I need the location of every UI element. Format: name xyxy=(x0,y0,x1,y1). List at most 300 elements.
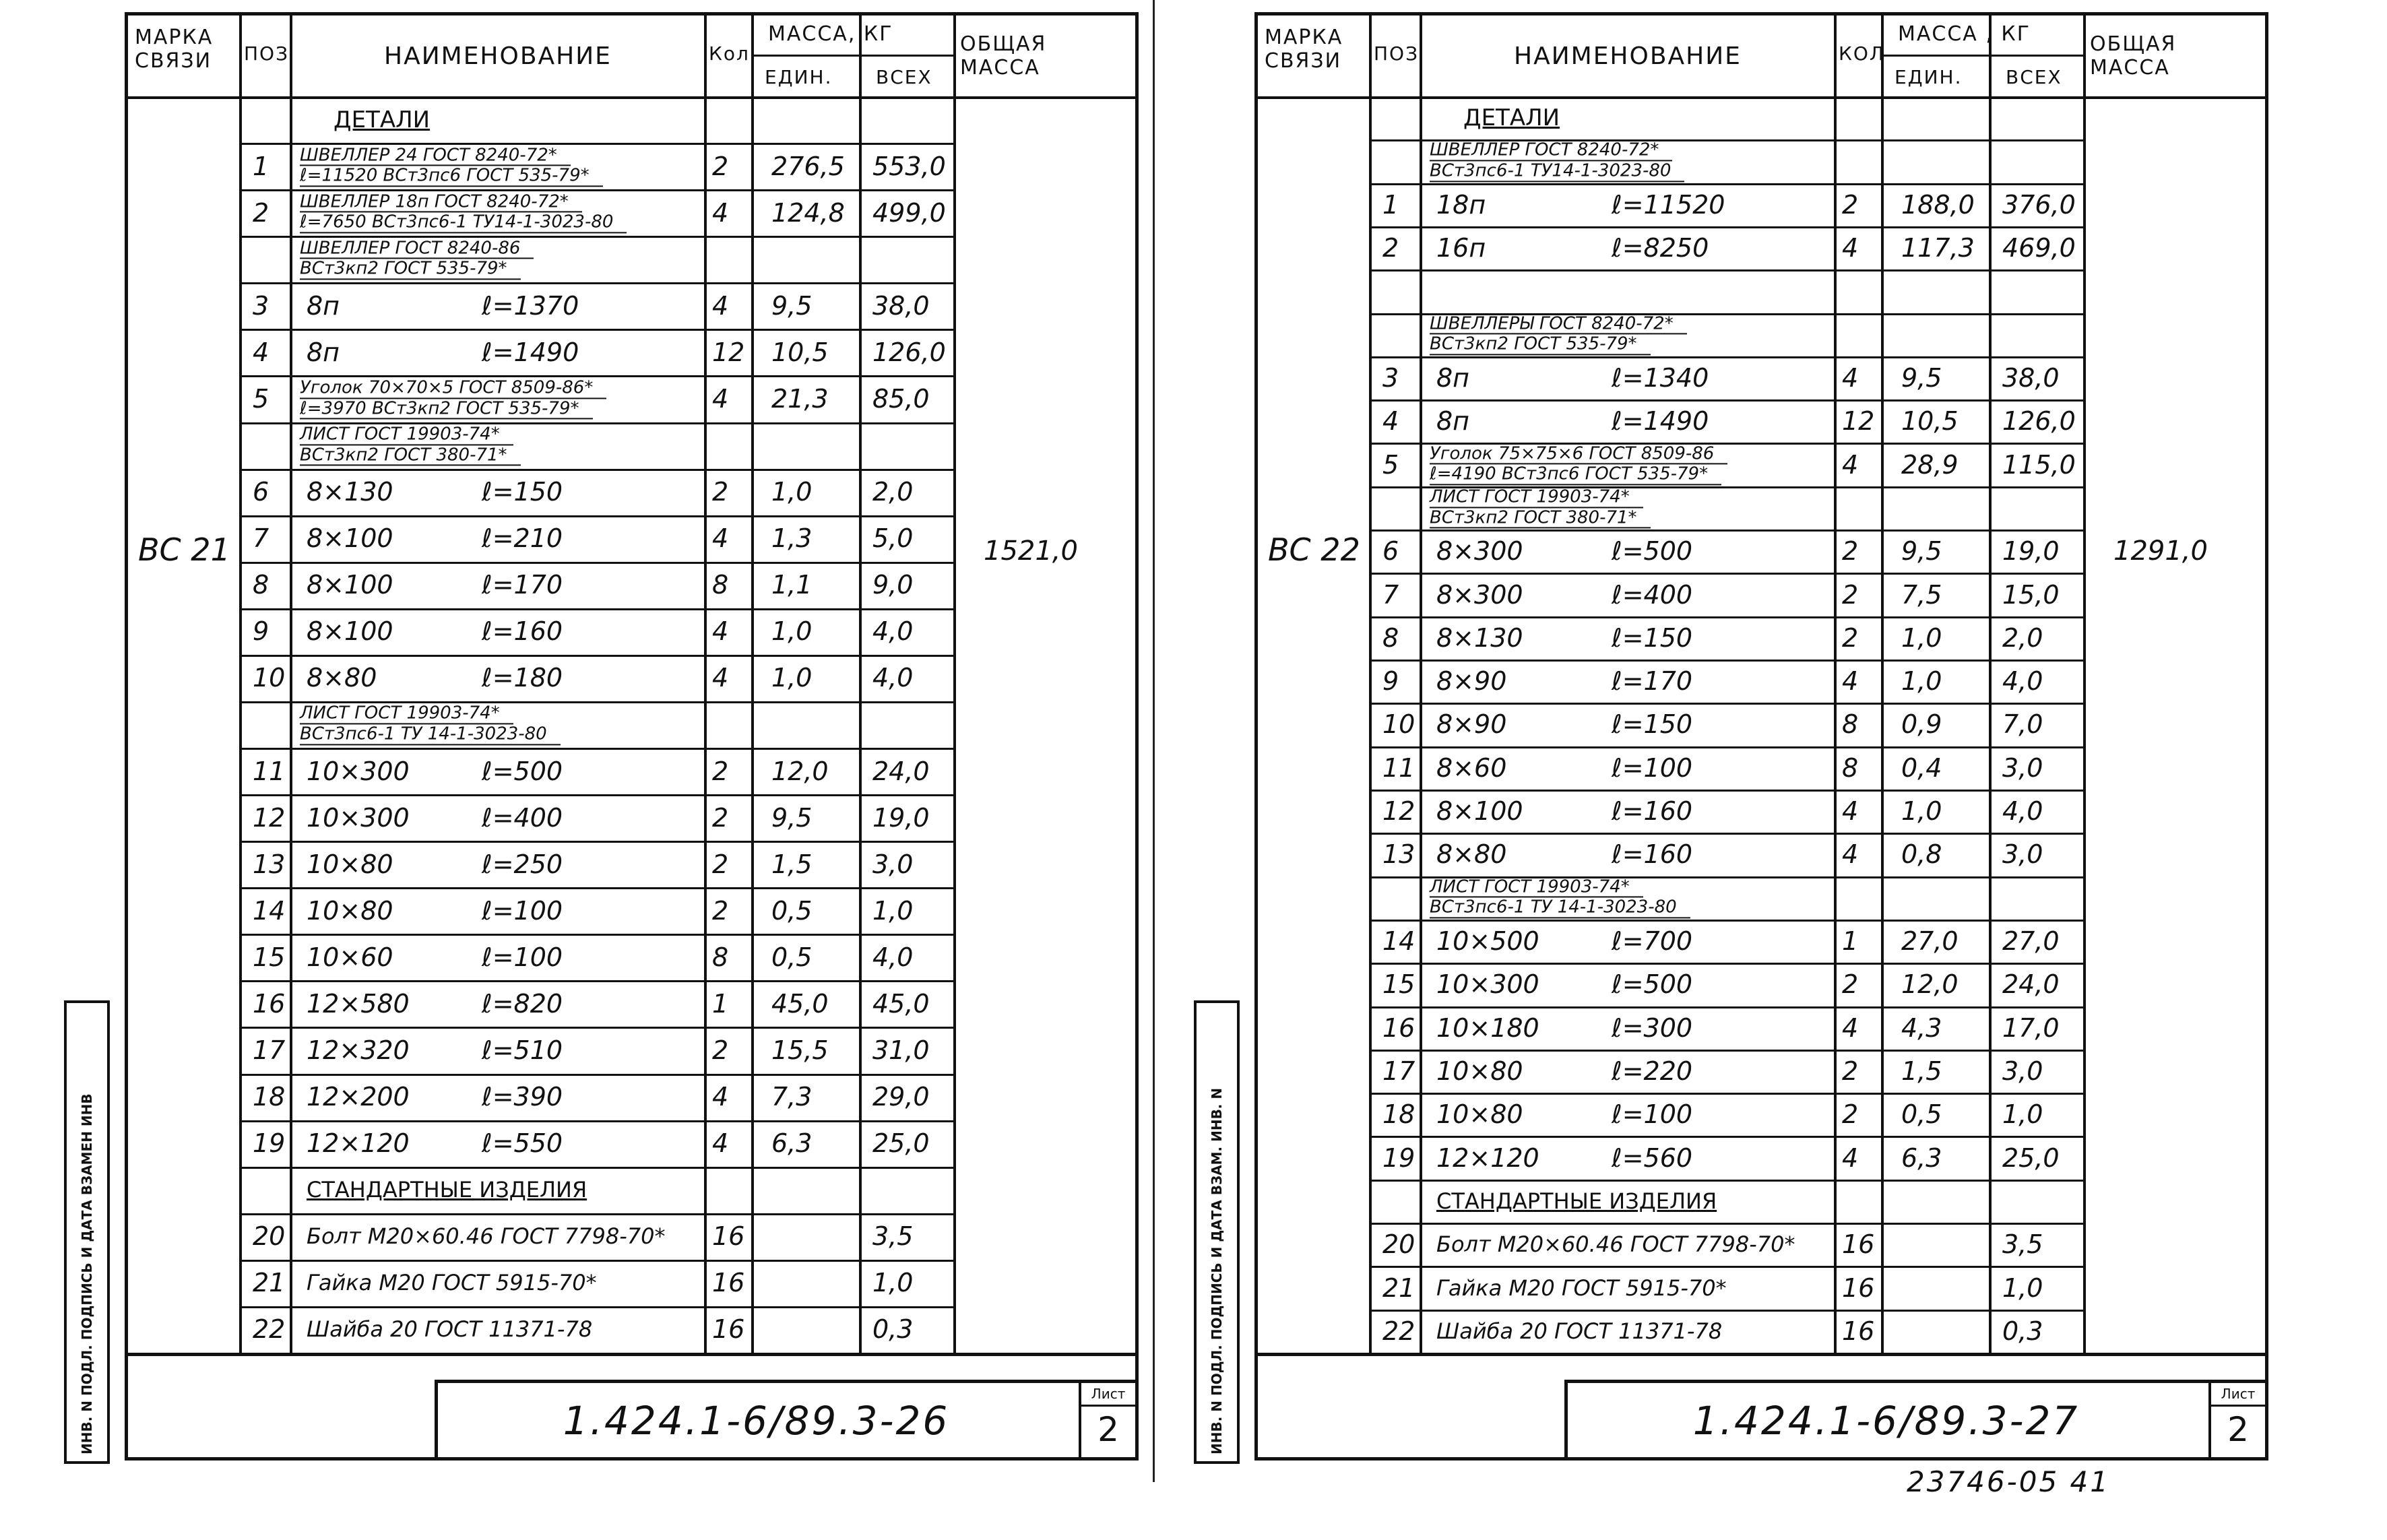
row-pos: 9 xyxy=(1382,666,1399,697)
row-name: 10×60 xyxy=(307,942,393,972)
row-all-mass: 4,0 xyxy=(872,616,914,647)
row-all-mass: 27,0 xyxy=(2002,926,2060,957)
row-qty: 2 xyxy=(1842,622,1859,653)
mark-column xyxy=(128,99,239,1353)
sheet-cell xyxy=(2208,1383,2265,1457)
row-name: 8×130 xyxy=(1436,622,1523,653)
row-qty: 16 xyxy=(712,1268,745,1298)
row-qty: 2 xyxy=(712,895,729,926)
row-all-mass: 115,0 xyxy=(2002,449,2076,480)
header-total: ОБЩАЯ МАССА xyxy=(960,32,1047,79)
row-qty: 4 xyxy=(1842,449,1859,480)
row-unit-mass: 188,0 xyxy=(1901,189,1975,220)
row-pos: 2 xyxy=(253,197,269,228)
row-name: 8×100 xyxy=(307,570,393,600)
row-name: 8×80 xyxy=(1436,839,1507,870)
row-name: 10×180 xyxy=(1436,1013,1539,1043)
row-length: ℓ=170 xyxy=(482,570,563,600)
row-qty: 2 xyxy=(1842,536,1859,567)
row-spec xyxy=(300,192,627,233)
row-pos: 7 xyxy=(1382,579,1399,610)
mass-subheader-line xyxy=(751,55,859,57)
row-pos: 17 xyxy=(253,1035,286,1065)
row-all-mass: 19,0 xyxy=(2002,536,2060,567)
row-name: 8×100 xyxy=(307,616,393,647)
row-name: 8×300 xyxy=(1436,579,1523,610)
row-pos: 15 xyxy=(253,942,286,972)
row-pos: 9 xyxy=(253,616,269,647)
left-sheet xyxy=(125,12,1139,1461)
row-name: 12×120 xyxy=(307,1128,410,1159)
row-qty: 2 xyxy=(1842,189,1859,220)
total-column xyxy=(956,99,1135,1353)
row-all-mass: 376,0 xyxy=(2002,189,2076,220)
row-name: 10×80 xyxy=(307,849,393,879)
row-unit-mass: 0,5 xyxy=(771,942,813,972)
header-mark: МАРКА СВЯЗИ xyxy=(1265,26,1343,73)
spec-table xyxy=(128,15,1135,1353)
row-total-mass: 1291,0 xyxy=(2113,536,2208,567)
total-column xyxy=(2086,99,2265,1353)
mark-column xyxy=(1258,99,1369,1353)
header-pos: ПОЗ xyxy=(1374,42,1420,65)
row-qty: 2 xyxy=(712,477,729,507)
header-unit: ЕДИН. xyxy=(765,66,833,88)
title-block xyxy=(435,1380,1135,1457)
row-length: ℓ=100 xyxy=(482,895,563,926)
row-all-mass: 3,0 xyxy=(872,849,914,879)
row-name: Шайба 20 ГОСТ 11371-78 xyxy=(307,1316,593,1343)
row-all-mass: 0,3 xyxy=(2002,1316,2043,1346)
row-name: 10×80 xyxy=(307,895,393,926)
row-length: ℓ=1370 xyxy=(482,290,579,321)
row-unit-mass: 117,3 xyxy=(1901,233,1975,263)
row-qty: 2 xyxy=(712,1035,729,1065)
row-qty: 2 xyxy=(1842,969,1859,1000)
row-name: 10×80 xyxy=(1436,1099,1523,1130)
row-qty: 16 xyxy=(1842,1229,1875,1260)
row-name: 10×500 xyxy=(1436,926,1539,957)
row-spec-line: ШВЕЛЛЕР ГОСТ 8240-86 xyxy=(300,238,534,259)
row-pos: 8 xyxy=(1382,622,1399,653)
row-length: ℓ=550 xyxy=(482,1128,563,1159)
row-qty: 16 xyxy=(1842,1316,1875,1346)
row-spec-line: ℓ=7650 ВСт3пс6-1 ТУ14-1-3023-80 xyxy=(300,213,627,234)
row-length: ℓ=100 xyxy=(1612,1099,1693,1130)
row-length: ℓ=150 xyxy=(1612,709,1693,740)
row-pos: 22 xyxy=(1382,1316,1415,1346)
row-name: 8×60 xyxy=(1436,752,1507,783)
row-qty: 8 xyxy=(1842,752,1859,783)
row-length: ℓ=160 xyxy=(482,616,563,647)
row-unit-mass: 1,1 xyxy=(771,570,813,600)
row-pos: 15 xyxy=(1382,969,1415,1000)
row-length: ℓ=150 xyxy=(1612,622,1693,653)
row-unit-mass: 124,8 xyxy=(771,197,845,228)
row-qty: 4 xyxy=(1842,839,1859,870)
row-unit-mass: 1,3 xyxy=(771,523,813,554)
row-all-mass: 3,5 xyxy=(2002,1229,2043,1260)
row-qty: 4 xyxy=(712,290,729,321)
row-unit-mass: 9,5 xyxy=(771,290,813,321)
row-pos: 12 xyxy=(253,802,286,833)
header-all: ВСЕХ xyxy=(2006,66,2062,88)
row-all-mass: 4,0 xyxy=(872,942,914,972)
row-qty: 2 xyxy=(712,849,729,879)
row-pos: 4 xyxy=(253,337,269,367)
left-side-stamp-text: ИНВ. N ПОДЛ. ПОДПИСЬ И ДАТА ВЗАМЕН ИНВ xyxy=(79,1093,95,1454)
row-qty: 4 xyxy=(1842,363,1859,393)
row-spec xyxy=(1430,444,1727,485)
row-qty: 2 xyxy=(1842,579,1859,610)
row-spec-line: ℓ=3970 ВСт3кп2 ГОСТ 535-79* xyxy=(300,399,593,420)
row-pos: 5 xyxy=(1382,449,1399,480)
row-mark: ВС 21 xyxy=(138,532,230,568)
page-divider xyxy=(1153,0,1155,1482)
row-name: 12×580 xyxy=(307,988,410,1019)
row-name: 10×80 xyxy=(1436,1056,1523,1086)
row-all-mass: 38,0 xyxy=(2002,363,2060,393)
row-spec xyxy=(300,378,606,419)
row-name: Болт М20×60.46 ГОСТ 7798-70* xyxy=(1436,1231,1795,1258)
row-name: 8×90 xyxy=(1436,709,1507,740)
row-spec xyxy=(1430,141,1684,182)
row-spec-line: ВСт3пс6-1 ТУ14-1-3023-80 xyxy=(1430,161,1684,182)
row-name: Гайка М20 ГОСТ 5915-70* xyxy=(1436,1275,1727,1301)
row-pos: 3 xyxy=(253,290,269,321)
row-all-mass: 0,3 xyxy=(872,1314,914,1345)
row-spec-line: ШВЕЛЛЕР 18п ГОСТ 8240-72* xyxy=(300,192,582,213)
row-name: 8×100 xyxy=(1436,796,1523,827)
row-spec-line: ℓ=4190 ВСт3пс6 ГОСТ 535-79* xyxy=(1430,465,1721,486)
header-qty: КОЛ xyxy=(1839,42,1885,65)
row-all-mass: 3,0 xyxy=(2002,839,2043,870)
mass-subheader-line xyxy=(1989,55,2083,57)
row-pos: 20 xyxy=(253,1221,286,1252)
header-name: НАИМЕНОВАНИЕ xyxy=(1514,42,1742,70)
row-pos: 2 xyxy=(1382,233,1399,263)
row-unit-mass: 27,0 xyxy=(1901,926,1959,957)
mass-subheader-line xyxy=(1881,55,1989,57)
row-all-mass: 2,0 xyxy=(2002,622,2043,653)
row-pos: 13 xyxy=(253,849,286,879)
row-pos: 11 xyxy=(1382,752,1415,783)
row-length: ℓ=700 xyxy=(1612,926,1693,957)
row-length: ℓ=170 xyxy=(1612,666,1693,697)
row-name: Болт М20×60.46 ГОСТ 7798-70* xyxy=(307,1223,666,1250)
row-unit-mass: 9,5 xyxy=(1901,363,1942,393)
row-spec-line: Уголок 75×75×6 ГОСТ 8509-86 xyxy=(1430,444,1727,465)
header-mass: МАССА , КГ xyxy=(1898,22,2031,46)
row-spec-line: ЛИСТ ГОСТ 19903-74* xyxy=(1430,877,1643,898)
row-unit-mass: 9,5 xyxy=(1901,536,1942,567)
row-all-mass: 24,0 xyxy=(2002,969,2060,1000)
row-all-mass: 85,0 xyxy=(872,383,930,414)
table-header xyxy=(128,15,1135,99)
row-length: ℓ=210 xyxy=(482,523,563,554)
row-length: ℓ=1340 xyxy=(1612,363,1709,393)
row-unit-mass: 1,0 xyxy=(771,616,813,647)
header-unit: ЕДИН. xyxy=(1895,66,1963,88)
row-all-mass: 15,0 xyxy=(2002,579,2060,610)
row-pos: 13 xyxy=(1382,839,1415,870)
row-qty: 16 xyxy=(712,1314,745,1345)
row-pos: 4 xyxy=(1382,406,1399,437)
row-unit-mass: 12,0 xyxy=(1901,969,1959,1000)
row-all-mass: 126,0 xyxy=(2002,406,2076,437)
row-all-mass: 19,0 xyxy=(872,802,930,833)
row-qty: 4 xyxy=(1842,796,1859,827)
header-name: НАИМЕНОВАНИЕ xyxy=(384,42,612,70)
row-spec-line: ЛИСТ ГОСТ 19903-74* xyxy=(300,704,513,725)
row-pos: 18 xyxy=(1382,1099,1415,1130)
row-spec-line: ШВЕЛЛЕР ГОСТ 8240-72* xyxy=(1430,141,1672,162)
row-qty: 2 xyxy=(712,151,729,181)
row-pos: 16 xyxy=(1382,1013,1415,1043)
row-all-mass: 29,0 xyxy=(872,1082,930,1112)
row-length: ℓ=510 xyxy=(482,1035,563,1065)
row-qty: 4 xyxy=(712,1082,729,1112)
row-length: ℓ=500 xyxy=(1612,536,1693,567)
row-spec-line: ЛИСТ ГОСТ 19903-74* xyxy=(1430,487,1643,508)
row-unit-mass: 7,3 xyxy=(771,1082,813,1112)
row-all-mass: 1,0 xyxy=(2002,1273,2043,1303)
row-length: ℓ=160 xyxy=(1612,839,1693,870)
row-unit-mass: 1,5 xyxy=(1901,1056,1942,1086)
row-all-mass: 1,0 xyxy=(872,1268,914,1298)
row-qty: 16 xyxy=(1842,1273,1875,1303)
row-spec-line: ВСт3пс6-1 ТУ 14-1-3023-80 xyxy=(300,724,561,745)
row-unit-mass: 6,3 xyxy=(771,1128,813,1159)
header-mark: МАРКА СВЯЗИ xyxy=(135,26,214,73)
row-spec xyxy=(300,146,603,187)
row-all-mass: 5,0 xyxy=(872,523,914,554)
row-spec-line: ℓ=11520 ВСт3пс6 ГОСТ 535-79* xyxy=(300,166,603,187)
row-length: ℓ=150 xyxy=(482,477,563,507)
row-qty: 8 xyxy=(712,942,729,972)
header-mass: МАССА, КГ xyxy=(768,22,893,46)
row-pos: 6 xyxy=(253,477,269,507)
row-unit-mass: 1,0 xyxy=(771,663,813,693)
row-length: ℓ=160 xyxy=(1612,796,1693,827)
row-qty: 4 xyxy=(1842,1013,1859,1043)
row-unit-mass: 6,3 xyxy=(1901,1143,1942,1173)
row-unit-mass: 21,3 xyxy=(771,383,829,414)
row-qty: 4 xyxy=(712,523,729,554)
row-spec-line: ЛИСТ ГОСТ 19903-74* xyxy=(300,424,513,445)
row-pos: 3 xyxy=(1382,363,1399,393)
title-block-area xyxy=(1258,1353,2265,1457)
row-name: 8×100 xyxy=(307,523,393,554)
row-unit-mass: 45,0 xyxy=(771,988,829,1019)
row-all-mass: 31,0 xyxy=(872,1035,930,1065)
row-qty: 8 xyxy=(1842,709,1859,740)
row-unit-mass: 1,0 xyxy=(1901,622,1942,653)
row-pos: 5 xyxy=(253,383,269,414)
row-pos: 20 xyxy=(1382,1229,1415,1260)
row-pos: 19 xyxy=(1382,1143,1415,1173)
row-name: 16п xyxy=(1436,233,1486,263)
title-block xyxy=(1564,1380,2265,1457)
row-length: ℓ=1490 xyxy=(1612,406,1709,437)
row-length: ℓ=1490 xyxy=(482,337,579,367)
document-number: 1.424.1-6/89.3-26 xyxy=(563,1398,950,1444)
row-spec-line: Уголок 70×70×5 ГОСТ 8509-86* xyxy=(300,378,606,399)
row-spec xyxy=(1430,487,1651,528)
row-spec-line: ШВЕЛЛЕРЫ ГОСТ 8240-72* xyxy=(1430,314,1687,335)
row-name: 12×120 xyxy=(1436,1143,1539,1173)
row-qty: 2 xyxy=(1842,1056,1859,1086)
row-spec-line: ШВЕЛЛЕР 24 ГОСТ 8240-72* xyxy=(300,146,571,166)
row-name: 8×300 xyxy=(1436,536,1523,567)
row-qty: 12 xyxy=(712,337,745,367)
spec-table xyxy=(1258,15,2265,1353)
row-all-mass: 3,0 xyxy=(2002,752,2043,783)
row-qty: 1 xyxy=(1842,926,1859,957)
row-pos: 1 xyxy=(1382,189,1399,220)
row-pos: 8 xyxy=(253,570,269,600)
row-pos: 10 xyxy=(253,663,286,693)
right-sheet xyxy=(1254,12,2268,1461)
row-all-mass: 499,0 xyxy=(872,197,946,228)
header-all: ВСЕХ xyxy=(876,66,932,88)
row-pos: 17 xyxy=(1382,1056,1415,1086)
row-qty: 4 xyxy=(1842,1143,1859,1173)
row-unit-mass: 0,5 xyxy=(771,895,813,926)
row-unit-mass: 10,5 xyxy=(1901,406,1959,437)
row-all-mass: 7,0 xyxy=(2002,709,2043,740)
row-qty: 1 xyxy=(712,988,729,1019)
row-unit-mass: 28,9 xyxy=(1901,449,1959,480)
row-name: 10×300 xyxy=(1436,969,1539,1000)
row-length: ℓ=500 xyxy=(482,756,563,786)
sheet-number: 2 xyxy=(2227,1410,2249,1449)
row-pos: 12 xyxy=(1382,796,1415,827)
row-all-mass: 2,0 xyxy=(872,477,914,507)
row-name: 8п xyxy=(1436,406,1470,437)
sheet-cell xyxy=(1079,1383,1135,1457)
row-qty: 4 xyxy=(1842,666,1859,697)
header-total: ОБЩАЯ МАССА xyxy=(2090,32,2177,79)
row-all-mass: 25,0 xyxy=(872,1128,930,1159)
row-all-mass: 1,0 xyxy=(872,895,914,926)
row-unit-mass: 12,0 xyxy=(771,756,829,786)
row-name: 10×300 xyxy=(307,756,410,786)
row-pos: 19 xyxy=(253,1128,286,1159)
row-qty: 4 xyxy=(712,383,729,414)
row-pos: 10 xyxy=(1382,709,1415,740)
row-unit-mass: 0,4 xyxy=(1901,752,1942,783)
row-all-mass: 4,0 xyxy=(872,663,914,693)
row-name: 8×130 xyxy=(307,477,393,507)
row-qty: 4 xyxy=(1842,233,1859,263)
right-side-stamp-text: ИНВ. N ПОДЛ. ПОДПИСЬ И ДАТА ВЗАМ. ИНВ. N xyxy=(1209,1087,1225,1454)
row-name: СТАНДАРТНЫЕ ИЗДЕЛИЯ xyxy=(1436,1188,1717,1214)
row-name: Гайка М20 ГОСТ 5915-70* xyxy=(307,1270,597,1296)
row-length: ℓ=100 xyxy=(1612,752,1693,783)
row-length: ℓ=220 xyxy=(1612,1056,1693,1086)
mass-subheader-line xyxy=(859,55,953,57)
row-length: ℓ=500 xyxy=(1612,969,1693,1000)
row-name: 12×320 xyxy=(307,1035,410,1065)
section-details-title: ДЕТАЛИ xyxy=(1463,104,1560,132)
row-spec-line: ВСт3кп2 ГОСТ 535-79* xyxy=(300,259,521,280)
row-unit-mass: 7,5 xyxy=(1901,579,1942,610)
row-pos: 21 xyxy=(253,1268,286,1298)
row-pos: 18 xyxy=(253,1082,286,1112)
row-length: ℓ=250 xyxy=(482,849,563,879)
row-qty: 2 xyxy=(712,756,729,786)
row-total-mass: 1521,0 xyxy=(984,536,1078,567)
row-name: 8п xyxy=(307,290,340,321)
row-unit-mass: 0,5 xyxy=(1901,1099,1942,1130)
row-all-mass: 126,0 xyxy=(872,337,946,367)
row-qty: 4 xyxy=(712,663,729,693)
header-qty: Кол. xyxy=(709,42,757,65)
row-name: 8п xyxy=(307,337,340,367)
row-unit-mass: 10,5 xyxy=(771,337,829,367)
row-all-mass: 469,0 xyxy=(2002,233,2076,263)
row-length: ℓ=400 xyxy=(482,802,563,833)
row-name: 8×90 xyxy=(1436,666,1507,697)
row-all-mass: 9,0 xyxy=(872,570,914,600)
row-mark: ВС 22 xyxy=(1268,532,1360,568)
row-unit-mass: 0,9 xyxy=(1901,709,1942,740)
row-length: ℓ=390 xyxy=(482,1082,563,1112)
table-header xyxy=(1258,15,2265,99)
row-qty: 4 xyxy=(712,616,729,647)
row-name: Шайба 20 ГОСТ 11371-78 xyxy=(1436,1318,1723,1344)
row-unit-mass: 1,0 xyxy=(1901,666,1942,697)
row-spec xyxy=(300,704,561,745)
row-pos: 6 xyxy=(1382,536,1399,567)
row-unit-mass: 4,3 xyxy=(1901,1013,1942,1043)
row-length: ℓ=400 xyxy=(1612,579,1693,610)
row-name: СТАНДАРТНЫЕ ИЗДЕЛИЯ xyxy=(307,1177,587,1203)
document-number: 1.424.1-6/89.3-27 xyxy=(1692,1398,2080,1444)
row-qty: 8 xyxy=(712,570,729,600)
row-all-mass: 1,0 xyxy=(2002,1099,2043,1130)
sheet-label: Лист xyxy=(2211,1386,2265,1407)
row-all-mass: 45,0 xyxy=(872,988,930,1019)
row-name: 10×300 xyxy=(307,802,410,833)
row-name: 18п xyxy=(1436,189,1486,220)
row-spec xyxy=(1430,314,1687,355)
row-all-mass: 25,0 xyxy=(2002,1143,2060,1173)
row-pos: 11 xyxy=(253,756,286,786)
left-side-stamp xyxy=(64,1000,110,1464)
row-pos: 1 xyxy=(253,151,269,181)
row-all-mass: 24,0 xyxy=(872,756,930,786)
row-spec-line: ВСт3кп2 ГОСТ 380-71* xyxy=(300,445,521,466)
row-pos: 14 xyxy=(1382,926,1415,957)
row-qty: 4 xyxy=(712,197,729,228)
row-length: ℓ=820 xyxy=(482,988,563,1019)
row-name: 8п xyxy=(1436,363,1470,393)
row-qty: 16 xyxy=(712,1221,745,1252)
row-unit-mass: 9,5 xyxy=(771,802,813,833)
row-qty: 2 xyxy=(712,802,729,833)
row-unit-mass: 1,0 xyxy=(1901,796,1942,827)
row-unit-mass: 0,8 xyxy=(1901,839,1942,870)
row-length: ℓ=11520 xyxy=(1612,189,1725,220)
row-pos: 14 xyxy=(253,895,286,926)
row-name: 8×80 xyxy=(307,663,377,693)
row-length: ℓ=100 xyxy=(482,942,563,972)
row-all-mass: 38,0 xyxy=(872,290,930,321)
section-details-title: ДЕТАЛИ xyxy=(333,106,431,133)
row-spec-line: ВСт3пс6-1 ТУ 14-1-3023-80 xyxy=(1430,898,1690,919)
